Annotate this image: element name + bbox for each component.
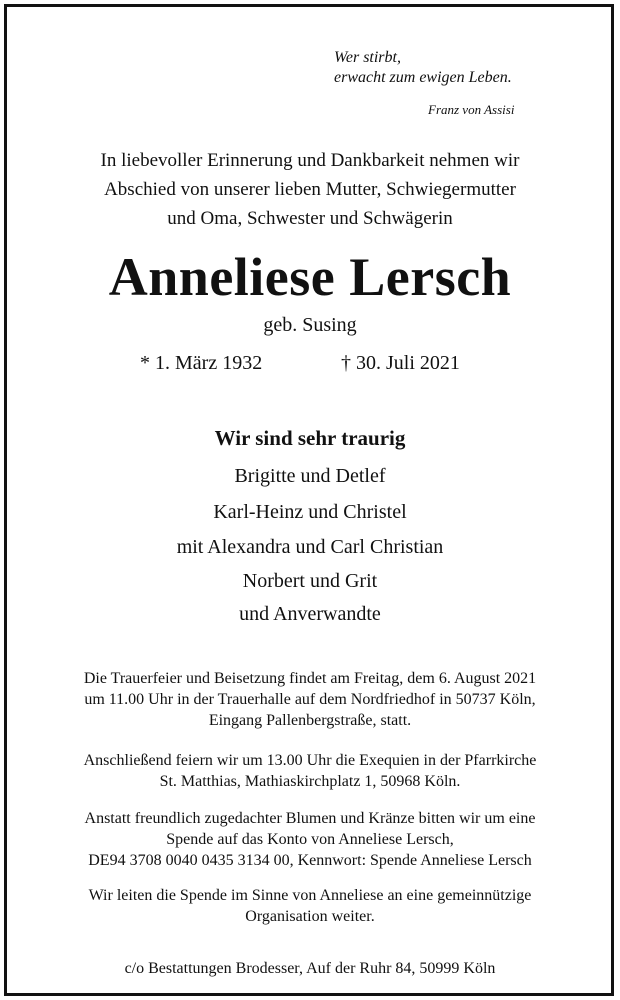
death-date: † 30. Juli 2021: [341, 352, 460, 374]
birth-date: * 1. März 1932: [140, 352, 263, 374]
intro-line-1: In liebevoller Erinnerung und Dankbarkeit nehmen wir: [100, 150, 520, 171]
mourner-1: Brigitte und Detlef: [234, 465, 386, 487]
quote-author: Franz von Assisi: [428, 102, 515, 117]
funeral-home-address: c/o Bestattungen Brodesser, Auf der Ruhr 84, 50999 Köln: [124, 960, 496, 977]
intro-line-2: Abschied von unserer lieben Mutter, Schwiegermutter: [104, 179, 516, 200]
service-line-1: Die Trauerfeier und Beisetzung findet am Freitag, dem 6. August 2021: [83, 670, 537, 687]
donation-line-1: Anstatt freundlich zugedachter Blumen und Kränze bitten wir um eine: [84, 810, 536, 827]
mourners-heading: Wir sind sehr traurig: [214, 426, 406, 450]
exequien-line-1: Anschließend feiern wir um 13.00 Uhr die Exequien in der Pfarrkirche: [83, 752, 537, 769]
intro-line-3: und Oma, Schwester und Schwägerin: [167, 208, 453, 229]
deceased-name: Anneliese Lersch: [108, 247, 512, 307]
mourner-5: und Anverwandte: [239, 603, 381, 625]
service-line-2: um 11.00 Uhr in der Trauerhalle auf dem Nordfriedhof in 50737 Köln,: [84, 691, 536, 708]
service-line-3: Eingang Pallenbergstraße, statt.: [208, 712, 412, 729]
exequien-line-2: St. Matthias, Mathiaskirchplatz 1, 50968 Köln.: [159, 773, 461, 790]
donation-line-2: Spende auf das Konto von Anneliese Lersch,: [166, 831, 454, 848]
donation-purpose-line-1: Wir leiten die Spende im Sinne von Anneliese an eine gemeinnützige: [88, 887, 532, 904]
mourner-3: mit Alexandra und Carl Christian: [176, 536, 444, 558]
quote-line-1: Wer stirbt,: [334, 49, 401, 66]
donation-purpose-line-2: Organisation weiter.: [245, 908, 375, 925]
mourner-2: Karl-Heinz und Christel: [213, 501, 407, 523]
donation-line-3: DE94 3708 0040 0435 3134 00, Kennwort: Spende Anneliese Lersch: [88, 852, 532, 869]
quote-line-2: erwacht zum ewigen Leben.: [334, 69, 512, 86]
maiden-name: geb. Susing: [263, 314, 357, 336]
mourner-4: Norbert und Grit: [242, 570, 378, 592]
